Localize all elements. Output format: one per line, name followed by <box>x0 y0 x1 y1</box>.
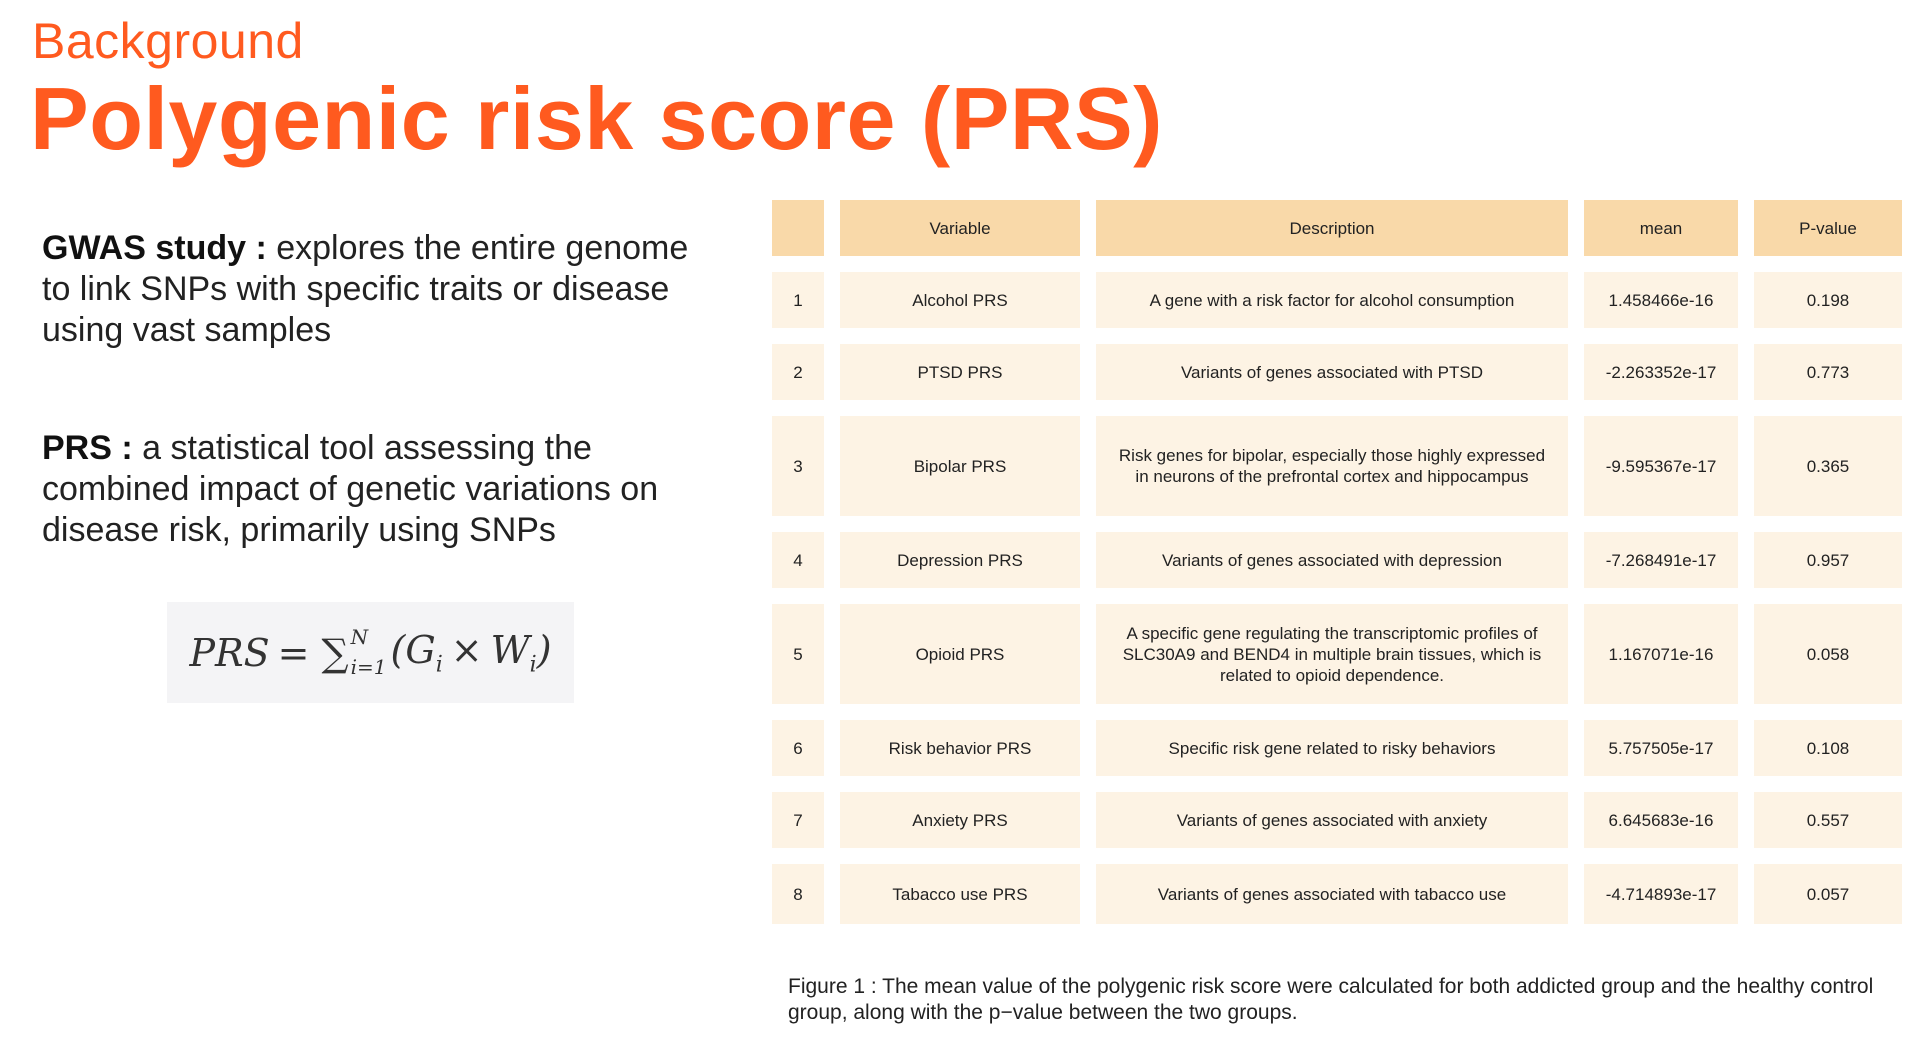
header-variable: Variable <box>840 200 1080 256</box>
figure-caption: Figure 1 : The mean value of the polygenic risk score were calculated for both addicted group and the healthy control group, along with the p−value between the two groups. <box>788 975 1874 1024</box>
row-index: 8 <box>772 864 824 924</box>
row-index: 2 <box>772 344 824 400</box>
formula-g: G <box>405 627 436 672</box>
row-mean: -4.714893e-17 <box>1584 864 1738 924</box>
row-description: A gene with a risk factor for alcohol consumption <box>1096 272 1568 328</box>
row-pvalue: 0.198 <box>1754 272 1902 328</box>
formula-sum <box>321 624 387 679</box>
row-pvalue: 0.365 <box>1754 416 1902 516</box>
sum-upper: N <box>350 624 369 649</box>
row-mean: 1.458466e-16 <box>1584 272 1738 328</box>
row-pvalue: 0.108 <box>1754 720 1902 776</box>
row-variable: Tabacco use PRS <box>840 864 1080 924</box>
row-variable: Bipolar PRS <box>840 416 1080 516</box>
formula-w: W <box>490 627 530 672</box>
gwas-term: GWAS study : <box>42 229 267 267</box>
row-index: 6 <box>772 720 824 776</box>
row-description: Variants of genes associated with tabacco use <box>1096 864 1568 924</box>
row-variable: Alcohol PRS <box>840 272 1080 328</box>
row-description: Variants of genes associated with depression <box>1096 532 1568 588</box>
page-title: Polygenic risk score (PRS) <box>30 69 1163 168</box>
prs-paragraph <box>42 428 702 551</box>
table-row <box>772 416 1902 516</box>
formula-w-sub: i <box>529 652 537 678</box>
row-mean: -9.595367e-17 <box>1584 416 1738 516</box>
sum-lower: i=1 <box>350 654 387 679</box>
row-index: 1 <box>772 272 824 328</box>
row-description: Variants of genes associated with anxiety <box>1096 792 1568 848</box>
table-row <box>772 604 1902 704</box>
row-pvalue: 0.773 <box>1754 344 1902 400</box>
row-description: Risk genes for bipolar, especially those highly expressed in neurons of the prefrontal cortex and hippocampus <box>1096 416 1568 516</box>
table-row <box>772 864 1902 924</box>
formula-times: × <box>450 627 483 672</box>
sum-symbol: ∑ <box>321 630 349 675</box>
prs-term: PRS : <box>42 429 133 467</box>
row-index: 3 <box>772 416 824 516</box>
formula-term: $(G_i \times W_i)$ <box>390 627 552 678</box>
header-index <box>772 200 824 256</box>
prs-formula <box>167 602 574 703</box>
formula-equals: = <box>277 630 310 675</box>
table-row <box>772 532 1902 588</box>
table-row <box>772 792 1902 848</box>
row-mean: 1.167071e-16 <box>1584 604 1738 704</box>
row-pvalue: 0.957 <box>1754 532 1902 588</box>
row-variable: Opioid PRS <box>840 604 1080 704</box>
row-index: 5 <box>772 604 824 704</box>
table-row <box>772 344 1902 400</box>
header-pvalue: P-value <box>1754 200 1902 256</box>
row-description: A specific gene regulating the transcriptomic profiles of SLC30A9 and BEND4 in multiple brain tissues, which is related to opioid dependence. <box>1096 604 1568 704</box>
row-variable: Anxiety PRS <box>840 792 1080 848</box>
row-variable: PTSD PRS <box>840 344 1080 400</box>
table-row <box>772 720 1902 776</box>
table-row <box>772 272 1902 328</box>
row-index: 7 <box>772 792 824 848</box>
row-pvalue: 0.557 <box>1754 792 1902 848</box>
gwas-paragraph <box>42 228 702 351</box>
prs-text: a statistical tool assessing the combined impact of genetic variations on disease risk, primarily using SNPs <box>42 429 659 549</box>
row-description: Specific risk gene related to risky behaviors <box>1096 720 1568 776</box>
row-variable: Depression PRS <box>840 532 1080 588</box>
row-description: Variants of genes associated with PTSD <box>1096 344 1568 400</box>
table-header-row <box>772 200 1902 256</box>
row-mean: -2.263352e-17 <box>1584 344 1738 400</box>
row-pvalue: 0.057 <box>1754 864 1902 924</box>
row-mean: -7.268491e-17 <box>1584 532 1738 588</box>
prs-table <box>772 200 1902 940</box>
row-variable: Risk behavior PRS <box>840 720 1080 776</box>
row-mean: 5.757505e-17 <box>1584 720 1738 776</box>
overline: Background <box>32 13 304 69</box>
formula-g-sub: i <box>435 652 443 678</box>
row-pvalue: 0.058 <box>1754 604 1902 704</box>
header-description: Description <box>1096 200 1568 256</box>
gwas-text: explores the entire genome to link SNPs with specific traits or disease using vast samples <box>42 229 689 349</box>
row-mean: 6.645683e-16 <box>1584 792 1738 848</box>
formula-lhs: PRS <box>189 630 270 675</box>
header-mean: mean <box>1584 200 1738 256</box>
sum-limits <box>350 624 387 679</box>
row-index: 4 <box>772 532 824 588</box>
